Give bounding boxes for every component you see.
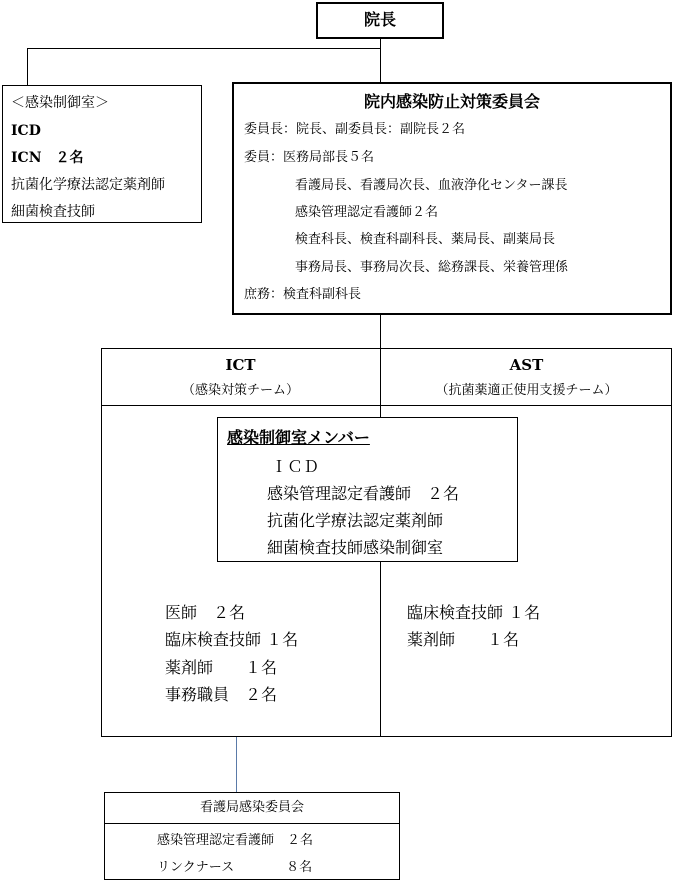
ict-label: ICT — [225, 356, 256, 374]
committee-member-line: 事務局長、事務局次長、総務課長、栄養管理係 — [295, 260, 569, 275]
committee-title: 院内感染防止対策委員会 — [363, 92, 540, 111]
nursing-line: 感染管理認定看護師 ２名 — [157, 833, 314, 848]
committee-member-line: 検査科長、検査科副科長、薬局長、副薬局長 — [295, 232, 556, 247]
director-box — [316, 2, 444, 39]
teams-header-divider — [101, 405, 672, 406]
ict-member: 臨床検査技師 １名 — [165, 630, 299, 649]
ict-member: 薬剤師 １名 — [165, 658, 278, 677]
connector-to-nursing — [236, 736, 237, 793]
ast-label: AST — [509, 356, 544, 374]
room-members-box — [217, 417, 518, 562]
connector-to-committee — [380, 48, 381, 82]
ict-sub: （感染対策チーム） — [181, 383, 299, 398]
director-title: 院長 — [363, 10, 396, 29]
control-room-box — [2, 85, 202, 223]
committee-member-line: 看護局長、看護局次長、血液浄化センター課長 — [295, 178, 568, 193]
control-room-line: 抗菌化学療法認定薬剤師 — [11, 177, 165, 193]
connector-to-control-room — [27, 48, 28, 85]
nursing-committee-title: 看護局感染委員会 — [199, 800, 304, 815]
nursing-line: リンクナース ８名 — [157, 860, 313, 875]
connector-horizontal — [27, 48, 381, 49]
room-members-line: 感染管理認定看護師 ２名 — [267, 484, 460, 503]
room-members-line: 抗菌化学療法認定薬剤師 — [267, 511, 444, 530]
committee-member-line: 感染管理認定看護師２名 — [295, 205, 439, 220]
ast-sub: （抗菌薬適正使用支援チーム） — [435, 383, 618, 398]
committee-secretary: 庶務：検査科副科長 — [244, 287, 362, 302]
room-members-line: 細菌検査技師感染制御室 — [267, 538, 444, 557]
committee-chair: 委員長：院長、副委員長：副院長２名 — [244, 122, 466, 137]
control-room-line: ICN ２名 — [11, 150, 84, 166]
control-room-title: ＜感染制御室＞ — [11, 95, 109, 111]
control-room-line: 細菌検査技師 — [11, 204, 95, 220]
connector-committee-to-teams — [380, 314, 381, 349]
ict-member: 事務職員 ２名 — [165, 685, 278, 704]
committee-members-label: 委員：医務局部長５名 — [244, 150, 375, 165]
control-room-line: ICD — [11, 123, 41, 139]
nursing-committee-box — [104, 792, 400, 880]
ast-member: 薬剤師 １名 — [407, 630, 520, 649]
ast-member: 臨床検査技師 １名 — [407, 603, 541, 622]
ict-member: 医師 ２名 — [165, 603, 246, 622]
committee-box — [232, 82, 672, 315]
room-members-line: ＩＣＤ — [271, 457, 320, 476]
room-members-title: 感染制御室メンバー — [227, 428, 370, 447]
nursing-divider — [105, 823, 399, 824]
